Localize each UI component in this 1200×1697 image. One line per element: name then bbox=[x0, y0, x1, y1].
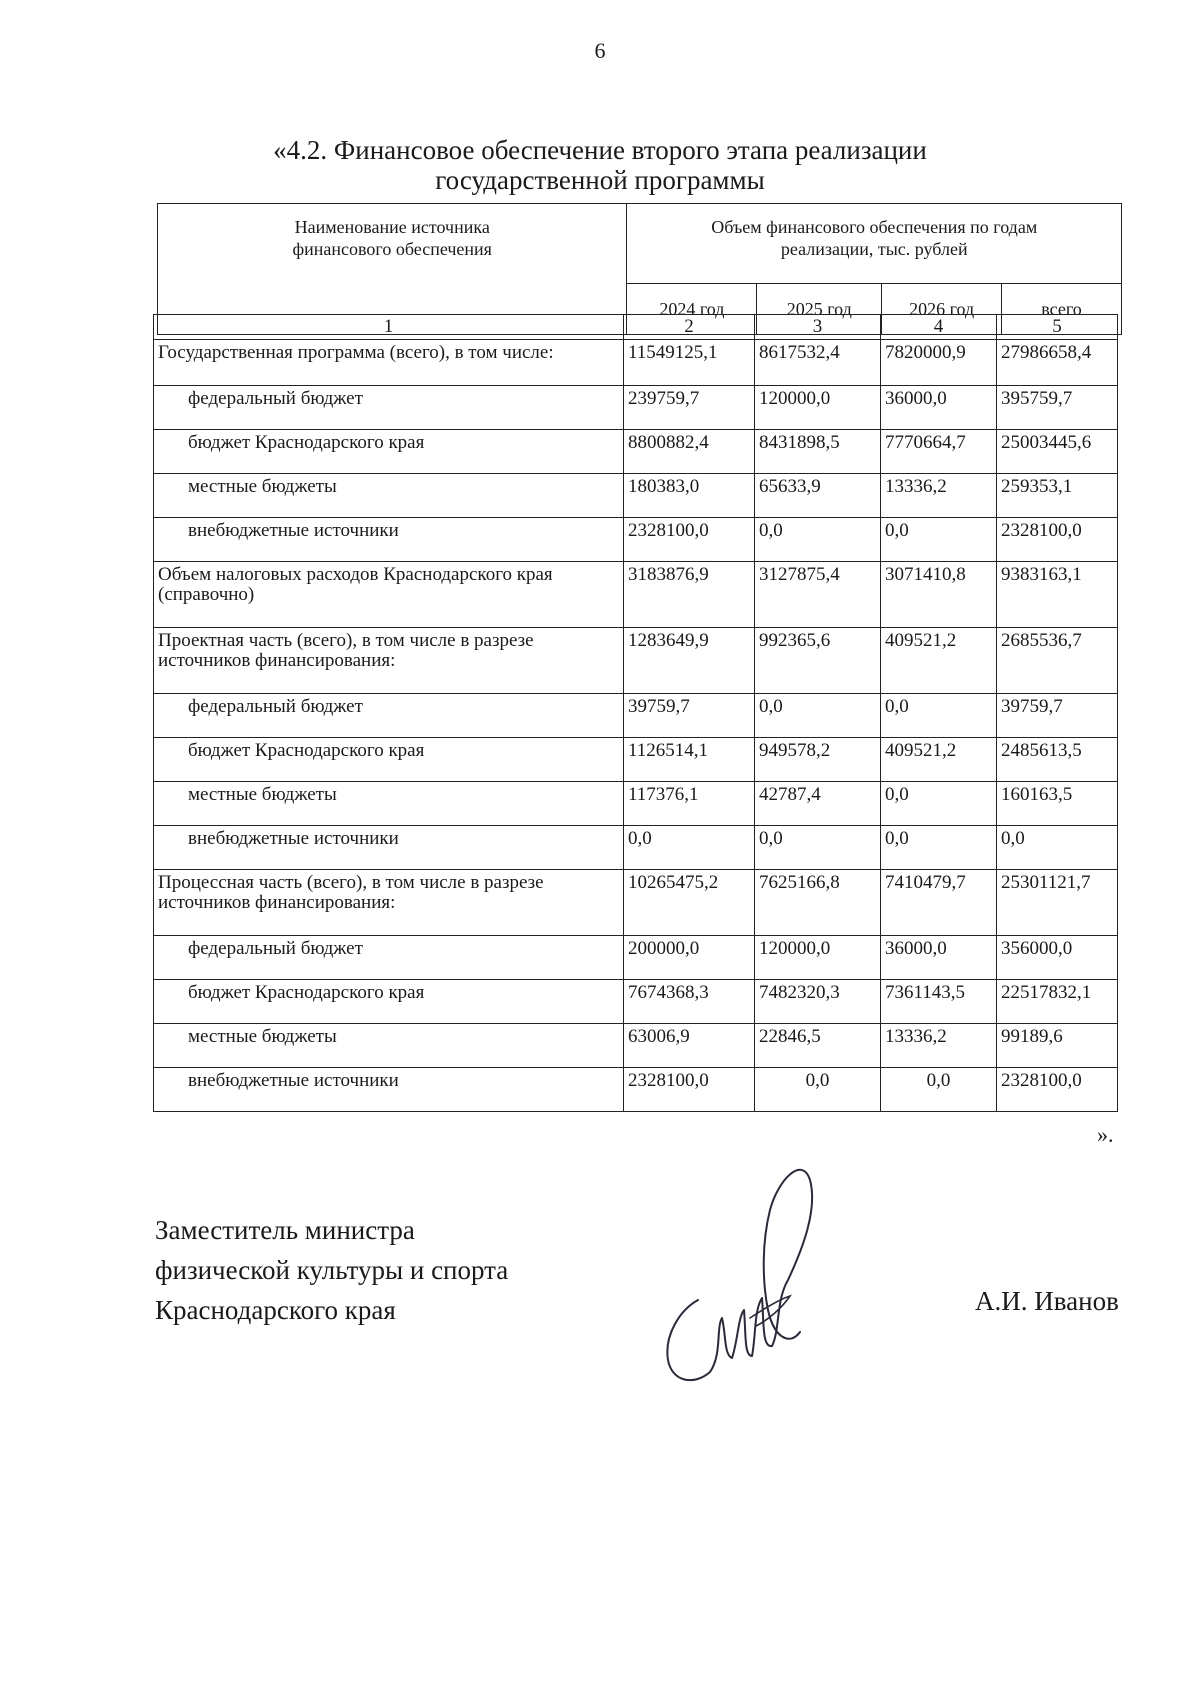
value-2024: 11549125,1 bbox=[624, 340, 755, 386]
header-year-2024: 2024 год bbox=[627, 284, 757, 335]
value-total: 2328100,0 bbox=[997, 1068, 1118, 1112]
table-row bbox=[154, 870, 1118, 936]
value-2026: 7410479,7 bbox=[881, 870, 997, 936]
value-2024: 2328100,0 bbox=[624, 518, 755, 562]
value-2026: 0,0 bbox=[881, 782, 997, 826]
row-label: федеральный бюджет bbox=[154, 694, 624, 738]
value-total: 2485613,5 bbox=[997, 738, 1118, 782]
value-2026: 36000,0 bbox=[881, 386, 997, 430]
value-2024: 3183876,9 bbox=[624, 562, 755, 628]
value-2026: 3071410,8 bbox=[881, 562, 997, 628]
table-row bbox=[154, 738, 1118, 782]
value-2024: 0,0 bbox=[624, 826, 755, 870]
value-2026: 13336,2 bbox=[881, 1024, 997, 1068]
value-2026: 0,0 bbox=[881, 826, 997, 870]
header-year-2026: 2026 год bbox=[882, 284, 1002, 335]
row-label: местные бюджеты bbox=[154, 782, 624, 826]
row-label: местные бюджеты bbox=[154, 474, 624, 518]
value-2024: 239759,7 bbox=[624, 386, 755, 430]
value-2026: 0,0 bbox=[881, 518, 997, 562]
header-funding-volume bbox=[627, 204, 1122, 284]
row-label: бюджет Краснодарского края bbox=[154, 430, 624, 474]
value-2025: 8431898,5 bbox=[755, 430, 881, 474]
value-2024: 1126514,1 bbox=[624, 738, 755, 782]
page-number: 6 bbox=[594, 38, 606, 63]
value-total: 0,0 bbox=[997, 826, 1118, 870]
value-2025: 0,0 bbox=[755, 1068, 881, 1112]
value-total: 39759,7 bbox=[997, 694, 1118, 738]
header-total: всего bbox=[1002, 284, 1122, 335]
header-source-name-line-1: Наименование источника bbox=[294, 217, 490, 237]
value-2025: 120000,0 bbox=[755, 386, 881, 430]
row-label: местные бюджеты bbox=[154, 1024, 624, 1068]
value-2024: 200000,0 bbox=[624, 936, 755, 980]
value-2025: 992365,6 bbox=[755, 628, 881, 694]
signature-stroke bbox=[667, 1170, 812, 1380]
value-2025: 120000,0 bbox=[755, 936, 881, 980]
table-row bbox=[154, 628, 1118, 694]
row-label: Процессная часть (всего), в том числе в разрезе источников финансирования: bbox=[154, 870, 624, 936]
row-label: Проектная часть (всего), в том числе в разрезе источников финансирования: bbox=[154, 628, 624, 694]
value-2026: 0,0 bbox=[881, 694, 997, 738]
table-row bbox=[154, 1024, 1118, 1068]
column-number: 4 bbox=[881, 315, 997, 340]
column-number: 1 bbox=[154, 315, 624, 340]
value-2025: 7482320,3 bbox=[755, 980, 881, 1024]
header-year-2025: 2025 год bbox=[757, 284, 882, 335]
header-funding-volume-line-2: реализации, тыс. рублей bbox=[780, 239, 968, 259]
header-funding-volume-line-1: Объем финансового обеспечения по годам bbox=[711, 217, 1038, 237]
value-2025: 949578,2 bbox=[755, 738, 881, 782]
value-2026: 36000,0 bbox=[881, 936, 997, 980]
value-2025: 22846,5 bbox=[755, 1024, 881, 1068]
value-2026: 409521,2 bbox=[881, 738, 997, 782]
row-label: внебюджетные источники bbox=[154, 1068, 624, 1112]
value-total: 2328100,0 bbox=[997, 518, 1118, 562]
value-2024: 8800882,4 bbox=[624, 430, 755, 474]
value-2026: 7820000,9 bbox=[881, 340, 997, 386]
value-2024: 117376,1 bbox=[624, 782, 755, 826]
value-2025: 0,0 bbox=[755, 694, 881, 738]
row-label: Объем налоговых расходов Краснодарского края (справочно) bbox=[154, 562, 624, 628]
value-total: 2685536,7 bbox=[997, 628, 1118, 694]
table-row bbox=[154, 980, 1118, 1024]
column-number: 5 bbox=[997, 315, 1118, 340]
table-row bbox=[154, 936, 1118, 980]
value-2024: 1283649,9 bbox=[624, 628, 755, 694]
value-total: 99189,6 bbox=[997, 1024, 1118, 1068]
section-title bbox=[150, 135, 1050, 195]
value-2026: 13336,2 bbox=[881, 474, 997, 518]
row-label: внебюджетные источники bbox=[154, 518, 624, 562]
signatory-position bbox=[155, 1210, 508, 1330]
row-label: федеральный бюджет bbox=[154, 936, 624, 980]
closing-quote-mark: ». bbox=[1097, 1122, 1114, 1147]
value-total: 160163,5 bbox=[997, 782, 1118, 826]
value-2024: 2328100,0 bbox=[624, 1068, 755, 1112]
signatory-position-line-3: Краснодарского края bbox=[155, 1295, 396, 1325]
row-label: бюджет Краснодарского края bbox=[154, 980, 624, 1024]
value-2024: 180383,0 bbox=[624, 474, 755, 518]
table-row bbox=[154, 430, 1118, 474]
value-total: 27986658,4 bbox=[997, 340, 1118, 386]
section-title-line-1: «4.2. Финансовое обеспечение второго этапа реализации bbox=[273, 135, 927, 165]
value-2024: 10265475,2 bbox=[624, 870, 755, 936]
header-source-name-line-2: финансового обеспечения bbox=[292, 239, 492, 259]
column-number: 2 bbox=[624, 315, 755, 340]
section-title-line-2: государственной программы bbox=[435, 165, 765, 195]
row-label: бюджет Краснодарского края bbox=[154, 738, 624, 782]
row-label: федеральный бюджет bbox=[154, 386, 624, 430]
table-row bbox=[154, 826, 1118, 870]
value-2025: 7625166,8 bbox=[755, 870, 881, 936]
column-number-row bbox=[154, 315, 1118, 340]
row-label: Государственная программа (всего), в том числе: bbox=[154, 340, 624, 386]
value-2026: 7770664,7 bbox=[881, 430, 997, 474]
value-total: 395759,7 bbox=[997, 386, 1118, 430]
table-row bbox=[154, 518, 1118, 562]
table-row bbox=[154, 340, 1118, 386]
table-row bbox=[154, 782, 1118, 826]
handwritten-signature bbox=[650, 1150, 830, 1400]
value-2024: 7674368,3 bbox=[624, 980, 755, 1024]
table-row bbox=[154, 562, 1118, 628]
value-2024: 39759,7 bbox=[624, 694, 755, 738]
value-2026: 7361143,5 bbox=[881, 980, 997, 1024]
value-total: 22517832,1 bbox=[997, 980, 1118, 1024]
value-2025: 0,0 bbox=[755, 518, 881, 562]
value-2024: 63006,9 bbox=[624, 1024, 755, 1068]
table-row bbox=[154, 694, 1118, 738]
table-row bbox=[154, 474, 1118, 518]
value-2026: 409521,2 bbox=[881, 628, 997, 694]
value-2025: 8617532,4 bbox=[755, 340, 881, 386]
value-total: 259353,1 bbox=[997, 474, 1118, 518]
value-2025: 42787,4 bbox=[755, 782, 881, 826]
financing-table bbox=[153, 314, 1118, 1112]
value-2025: 3127875,4 bbox=[755, 562, 881, 628]
value-2026: 0,0 bbox=[881, 1068, 997, 1112]
signatory-position-line-2: физической культуры и спорта bbox=[155, 1255, 509, 1285]
table-row bbox=[154, 1068, 1118, 1112]
value-total: 9383163,1 bbox=[997, 562, 1118, 628]
row-label: внебюджетные источники bbox=[154, 826, 624, 870]
table-row bbox=[154, 386, 1118, 430]
column-number: 3 bbox=[755, 315, 881, 340]
signatory-position-line-1: Заместитель министра bbox=[155, 1215, 415, 1245]
signatory-name: А.И. Иванов bbox=[975, 1286, 1119, 1316]
value-total: 25003445,6 bbox=[997, 430, 1118, 474]
value-2025: 65633,9 bbox=[755, 474, 881, 518]
value-total: 25301121,7 bbox=[997, 870, 1118, 936]
value-total: 356000,0 bbox=[997, 936, 1118, 980]
value-2025: 0,0 bbox=[755, 826, 881, 870]
